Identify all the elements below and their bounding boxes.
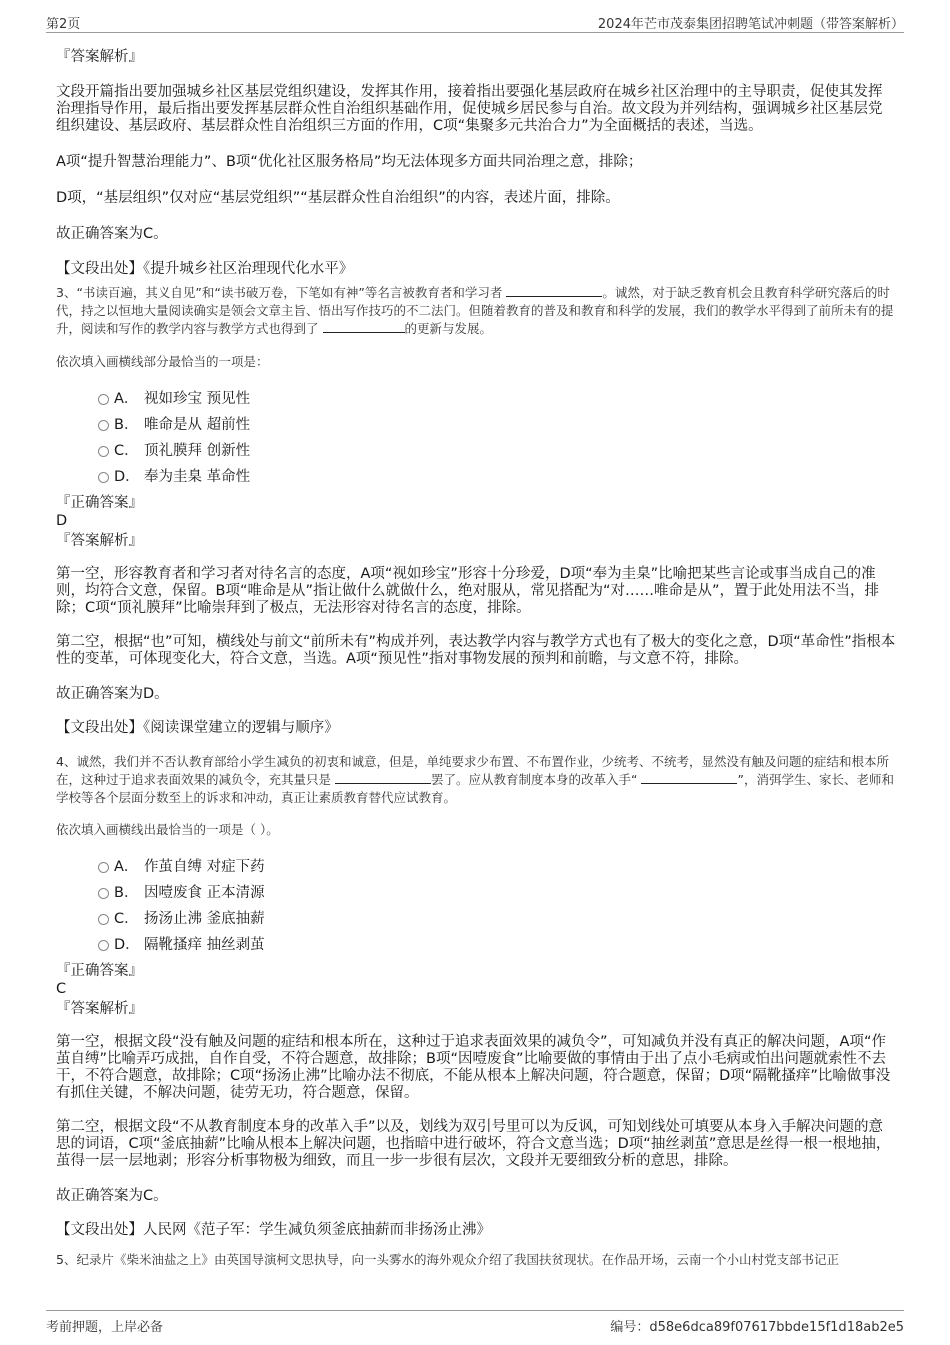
page-header (46, 10, 904, 33)
source-line (56, 719, 896, 737)
option-d[interactable]: D． 隔靴搔痒 抽丝剥茧 (56, 932, 896, 958)
analysis-paragraph: 第一空，根据文段“没有触及问题的症结和根本所在，这种过于追求表面效果的减负令”，可知减负并没有真正的解决问题，A项“作茧自缚”比喻弄巧成拙，自作自受，不符合题意，故排除；B项“因噎废食”比喻要做的事情由于出了点小毛病或怕出问题就索性不去干，不符合题意，故排除；C项“扬汤止沸”比喻办法不彻底，不能从根本上解决问题，符合题意，保留；D项“隔靴搔痒”比喻做事没有抓住关键，不解决问题，徒劳无功，符合题意，保留。 (56, 1034, 891, 1101)
footer-slogan: 考前押题，上岸必备 (46, 1320, 164, 1335)
radio-icon[interactable] (98, 394, 109, 405)
answer-conclusion: 故正确答案为C。 (56, 1188, 168, 1204)
correct-answer-heading: 『正确答案』 (56, 495, 143, 511)
option-list (56, 386, 896, 490)
question-prompt: 依次填入画横线部分最恰当的一项是： (56, 354, 269, 369)
option-c[interactable]: C． 扬汤止沸 釜底抽薪 (56, 906, 896, 932)
answer-conclusion: 故正确答案为D。 (56, 686, 169, 702)
question-stem: 4、诚然，我们并不否认教育部给小学生减负的初衷和诚意，但是，单纯要求少布置、不布置作业，少统考、不统考，显然没有触及问题的症结和根本所在，这种过于追求表面效果的减负令，充其量只是 罢了。应从教育制度本身的改革入手“ ”，消弭学生、家长、老师和学校等各个层面分数至上的诉求和冲动，真正让素质教育替代应试教育。 (56, 754, 894, 805)
analysis-paragraph: 文段开篇指出要加强城乡社区基层党组织建设，发挥其作用，接着指出要强化基层政府在城乡社区治理中的主导职责，促使其发挥治理指导作用，最后指出要发挥基层群众性自治组织基础作用，促使城乡居民参与自治。故文段为并列结构，强调城乡社区基层党组织建设、基层政府、基层群众性自治组织三方面的作用，C项“集聚多元共治合力”为全面概括的表述，当选。 (56, 84, 883, 134)
source-title: 《提升城乡社区治理现代化水平》 (143, 261, 354, 277)
analysis-paragraph: D项，“基层组织”仅对应“基层党组织”“基层群众性自治组织”的内容，表述片面，排除。 (56, 190, 620, 206)
option-list (56, 854, 896, 958)
option-b[interactable]: B． 唯命是从 超前性 (56, 412, 896, 438)
radio-icon[interactable] (98, 472, 109, 483)
source-heading: 【文段出处】 (56, 261, 143, 277)
page-footer (46, 1310, 904, 1333)
question-stem: 3、“书读百遍，其义自见”和“读书破万卷，下笔如有神”等名言被教育者和学习者 。诚然，对于缺乏教育机会且教育科学研究落后的时代，持之以恒地大量阅读确实是领会文章主旨、悟出写作技巧的不二法门。但随着教育的普及和教育和科学的发展，我们的教学水平得到了前所未有的提升，阅读和写作的教学内容与教学方式也得到了 的更新与发展。 (56, 285, 894, 336)
option-a[interactable]: A． 作茧自缚 对症下药 (56, 854, 896, 880)
source-heading: 【文段出处】 (56, 720, 143, 736)
option-a[interactable]: A． 视如珍宝 预见性 (56, 386, 896, 412)
correct-answer-heading: 『正确答案』 (56, 963, 143, 979)
analysis-heading: 『答案解析』 (56, 1001, 143, 1017)
radio-icon[interactable] (98, 888, 109, 899)
option-b[interactable]: B． 因噎废食 正本清源 (56, 880, 896, 906)
option-d[interactable]: D． 奉为圭臬 革命性 (56, 464, 896, 490)
radio-icon[interactable] (98, 914, 109, 925)
fill-blank (335, 771, 431, 784)
option-c[interactable]: C． 顶礼膜拜 创新性 (56, 438, 896, 464)
fill-blank (323, 320, 405, 333)
analysis-heading: 『答案解析』 (56, 49, 143, 65)
question-prompt: 依次填入画横线出最恰当的一项是（ ）。 (56, 822, 279, 837)
fill-blank (641, 771, 737, 784)
page-content (56, 40, 896, 1269)
analysis-paragraph: 第一空，形容教育者和学习者对待名言的态度，A项“视如珍宝”形容十分珍爱，D项“奉为圭臬”比喻把某些言论或事当成自己的准则，均符合文意，保留。B项“唯命是从”指让做什么就做什么，绝对服从，常见搭配为“对……唯命是从”，置于此处用法不当，排除；C项“顶礼膜拜”比喻崇拜到了极点，无法形容对待名言的态度，排除。 (56, 566, 879, 616)
correct-answer: C (56, 981, 67, 997)
analysis-paragraph: A项“提升智慧治理能力”、B项“优化社区服务格局”均无法体现多方面共同治理之意，排除； (56, 154, 643, 170)
question-stem: 5、纪录片《柴米油盐之上》由英国导演柯文思执导，向一头雾水的海外观众介绍了我国扶贫现状。在作品开场，云南一个小山村党支部书记正 (56, 1252, 839, 1267)
source-title: 《阅读课堂建立的逻辑与顺序》 (143, 720, 339, 736)
radio-icon[interactable] (98, 420, 109, 431)
radio-icon[interactable] (98, 940, 109, 951)
source-title: 人民网《范子军：学生减负须釜底抽薪而非扬汤止沸》 (143, 1222, 491, 1238)
document-id: 编号：d58e6dca89f07617bbde15f1d18ab2e5 (610, 1320, 904, 1335)
source-line (56, 1221, 896, 1239)
fill-blank (506, 284, 602, 297)
analysis-heading: 『答案解析』 (56, 533, 143, 549)
answer-conclusion: 故正确答案为C。 (56, 226, 168, 242)
analysis-paragraph: 第二空，根据文段“不从教育制度本身的改革入手”以及，划线为双引号里可以为反讽，可知划线处可填要从本身入手解决问题的意思的词语，C项“釜底抽薪”比喻从根本上解决问题，也指暗中进行破坏，符合文意当选；D项“抽丝剥茧”意思是丝得一根一根地抽，茧得一层一层地剥；形容分析事物极为细致，而且一步一步很有层次，文段并无要细致分析的意思，排除。 (56, 1119, 891, 1169)
page-number: 第2页 (46, 17, 81, 32)
analysis-paragraph: 第二空，根据“也”可知，横线处与前文“前所未有”构成并列，表达教学内容与教学方式也有了极大的变化之意，D项“革命性”指根本性的变革，可体现变化大，符合文意，当选。A项“预见性”指对事物发展的预判和前瞻，与文意不符，排除。 (56, 634, 896, 667)
source-line (56, 260, 896, 278)
correct-answer: D (56, 513, 68, 529)
document-title: 2024年芒市茂泰集团招聘笔试冲刺题（带答案解析） (597, 17, 904, 32)
radio-icon[interactable] (98, 446, 109, 457)
radio-icon[interactable] (98, 862, 109, 873)
source-heading: 【文段出处】 (56, 1222, 143, 1238)
